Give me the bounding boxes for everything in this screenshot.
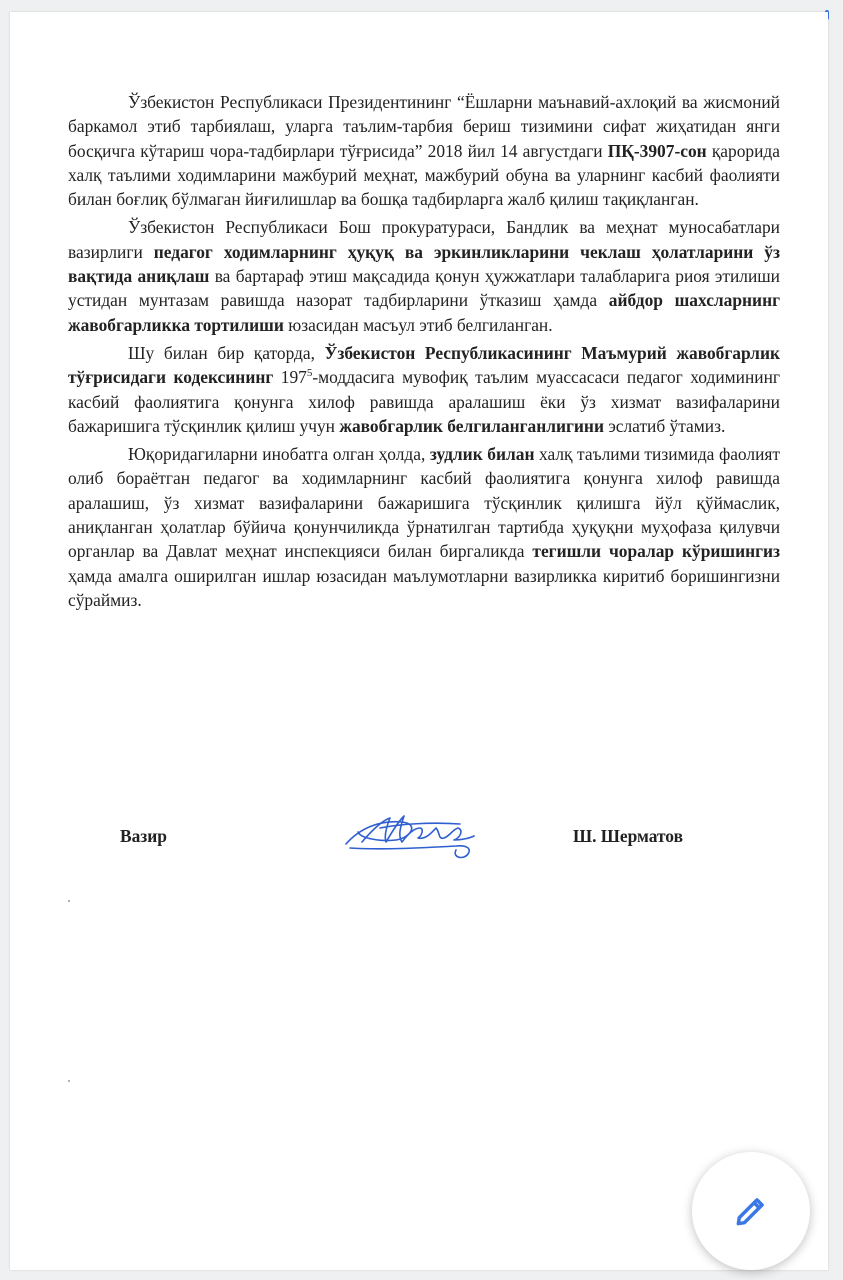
paragraph-text: эслатиб ўтамиз. xyxy=(603,415,726,436)
paragraph-text: халқ таълими тизимида фаолият олиб бораётган педагог ва ходимларнинг касбий фаолиятига қонунга хилоф равишда аралашиш, ўз хизмат вазифаларини бажаришига тўсқинлик қилишга йўл қўймаслик, аниқланган ҳолатлар бўйича қонунчиликда ўрнатилган тартибда ҳуқуқни муҳофаза қилувчи органлар ва Давлат меҳнат инспекцияси билан биргаликда xyxy=(68,444,780,562)
letter-body xyxy=(68,90,780,616)
paragraph-3 xyxy=(68,341,780,438)
pencil-icon xyxy=(732,1192,770,1230)
signer-title: Вазир xyxy=(120,826,167,846)
paragraph-text: ҳамда амалга оширилган ишлар юзасидан маълумотларни вазирликка киритиб боришингизни сўраймиз. xyxy=(68,565,780,610)
edit-button[interactable] xyxy=(692,1152,810,1270)
bold-phrase: Ўзбекистон Республикасининг Маъмурий жавобгарлик тўғрисидаги кодексининг xyxy=(68,342,780,388)
bold-phrase: жавобгарлик белгиланганлигини xyxy=(339,415,604,436)
paragraph-text: -моддасига мувофиқ таълим муассасаси педагог ходимининг касбий фаолиятига қонунга хилоф равишда аралашиш ёки ўз хизмат вазифаларини бажаришига тўсқинлик қилиш учун xyxy=(68,367,781,436)
signer-name: Ш. Шерматов xyxy=(573,826,683,846)
paragraph-1 xyxy=(68,90,780,211)
bold-phrase: педагог ходимларнинг ҳуқуқ ва эркинликларини чеклаш ҳолатларини ўз вақтида аниқлаш xyxy=(68,241,780,287)
paragraph-4 xyxy=(68,442,780,612)
paragraph-text: қарорида халқ таълими ходимларини мажбурий меҳнат, мажбурий обуна ва уларнинг касбий фаолияти билан боғлиқ бўлмаган йиғилишлар ва бошқа тадбирларга жалб қилиш тақиқланган. xyxy=(68,140,780,210)
paragraph-text: Ўзбекистон Республикаси Президентининг “Ёшларни маънавий-ахлоқий ва жисмоний баркамол этиб тарбиялаш, уларга таълим-тарбия бериш тизимини сифат жиҳатидан янги босқичга кўтариш чора-тадбирлари тўғрисида” 2018 йил 14 августдаги xyxy=(68,92,780,161)
document-page xyxy=(10,12,828,1270)
paragraph-text: юзасидан масъул этиб белгиланган. xyxy=(283,314,553,335)
signature-block xyxy=(10,818,828,858)
decree-number: ПҚ-3907-сон xyxy=(607,140,707,161)
article-superscript: 5 xyxy=(306,367,313,380)
paragraph-text: Шу билан бир қаторда, xyxy=(128,342,325,363)
paragraph-text: ва бартараф этиш мақсадида қонун ҳужжатлари талабларига риоя этилиши устидан мунтазам равишда назорат тадбирларини ўтказиш ҳамда xyxy=(68,266,780,311)
paragraph-2 xyxy=(68,215,780,336)
paragraph-text: Ўзбекистон Республикаси Бош прокуратураси, Бандлик ва меҳнат муносабатлари вазирлиги xyxy=(68,217,780,262)
handwritten-signature xyxy=(340,798,490,862)
bold-phrase: тегишли чоралар кўришингиз xyxy=(532,541,781,562)
scan-speck xyxy=(68,1080,70,1082)
bold-phrase: зудлик билан xyxy=(429,444,535,465)
paragraph-text: Юқоридагиларни инобатга олган ҳолда, xyxy=(128,444,430,465)
bold-phrase: айбдор шахсларнинг жавобгарликка тортилиши xyxy=(68,290,780,335)
article-number: 197 xyxy=(273,367,307,388)
scan-speck xyxy=(68,900,70,902)
